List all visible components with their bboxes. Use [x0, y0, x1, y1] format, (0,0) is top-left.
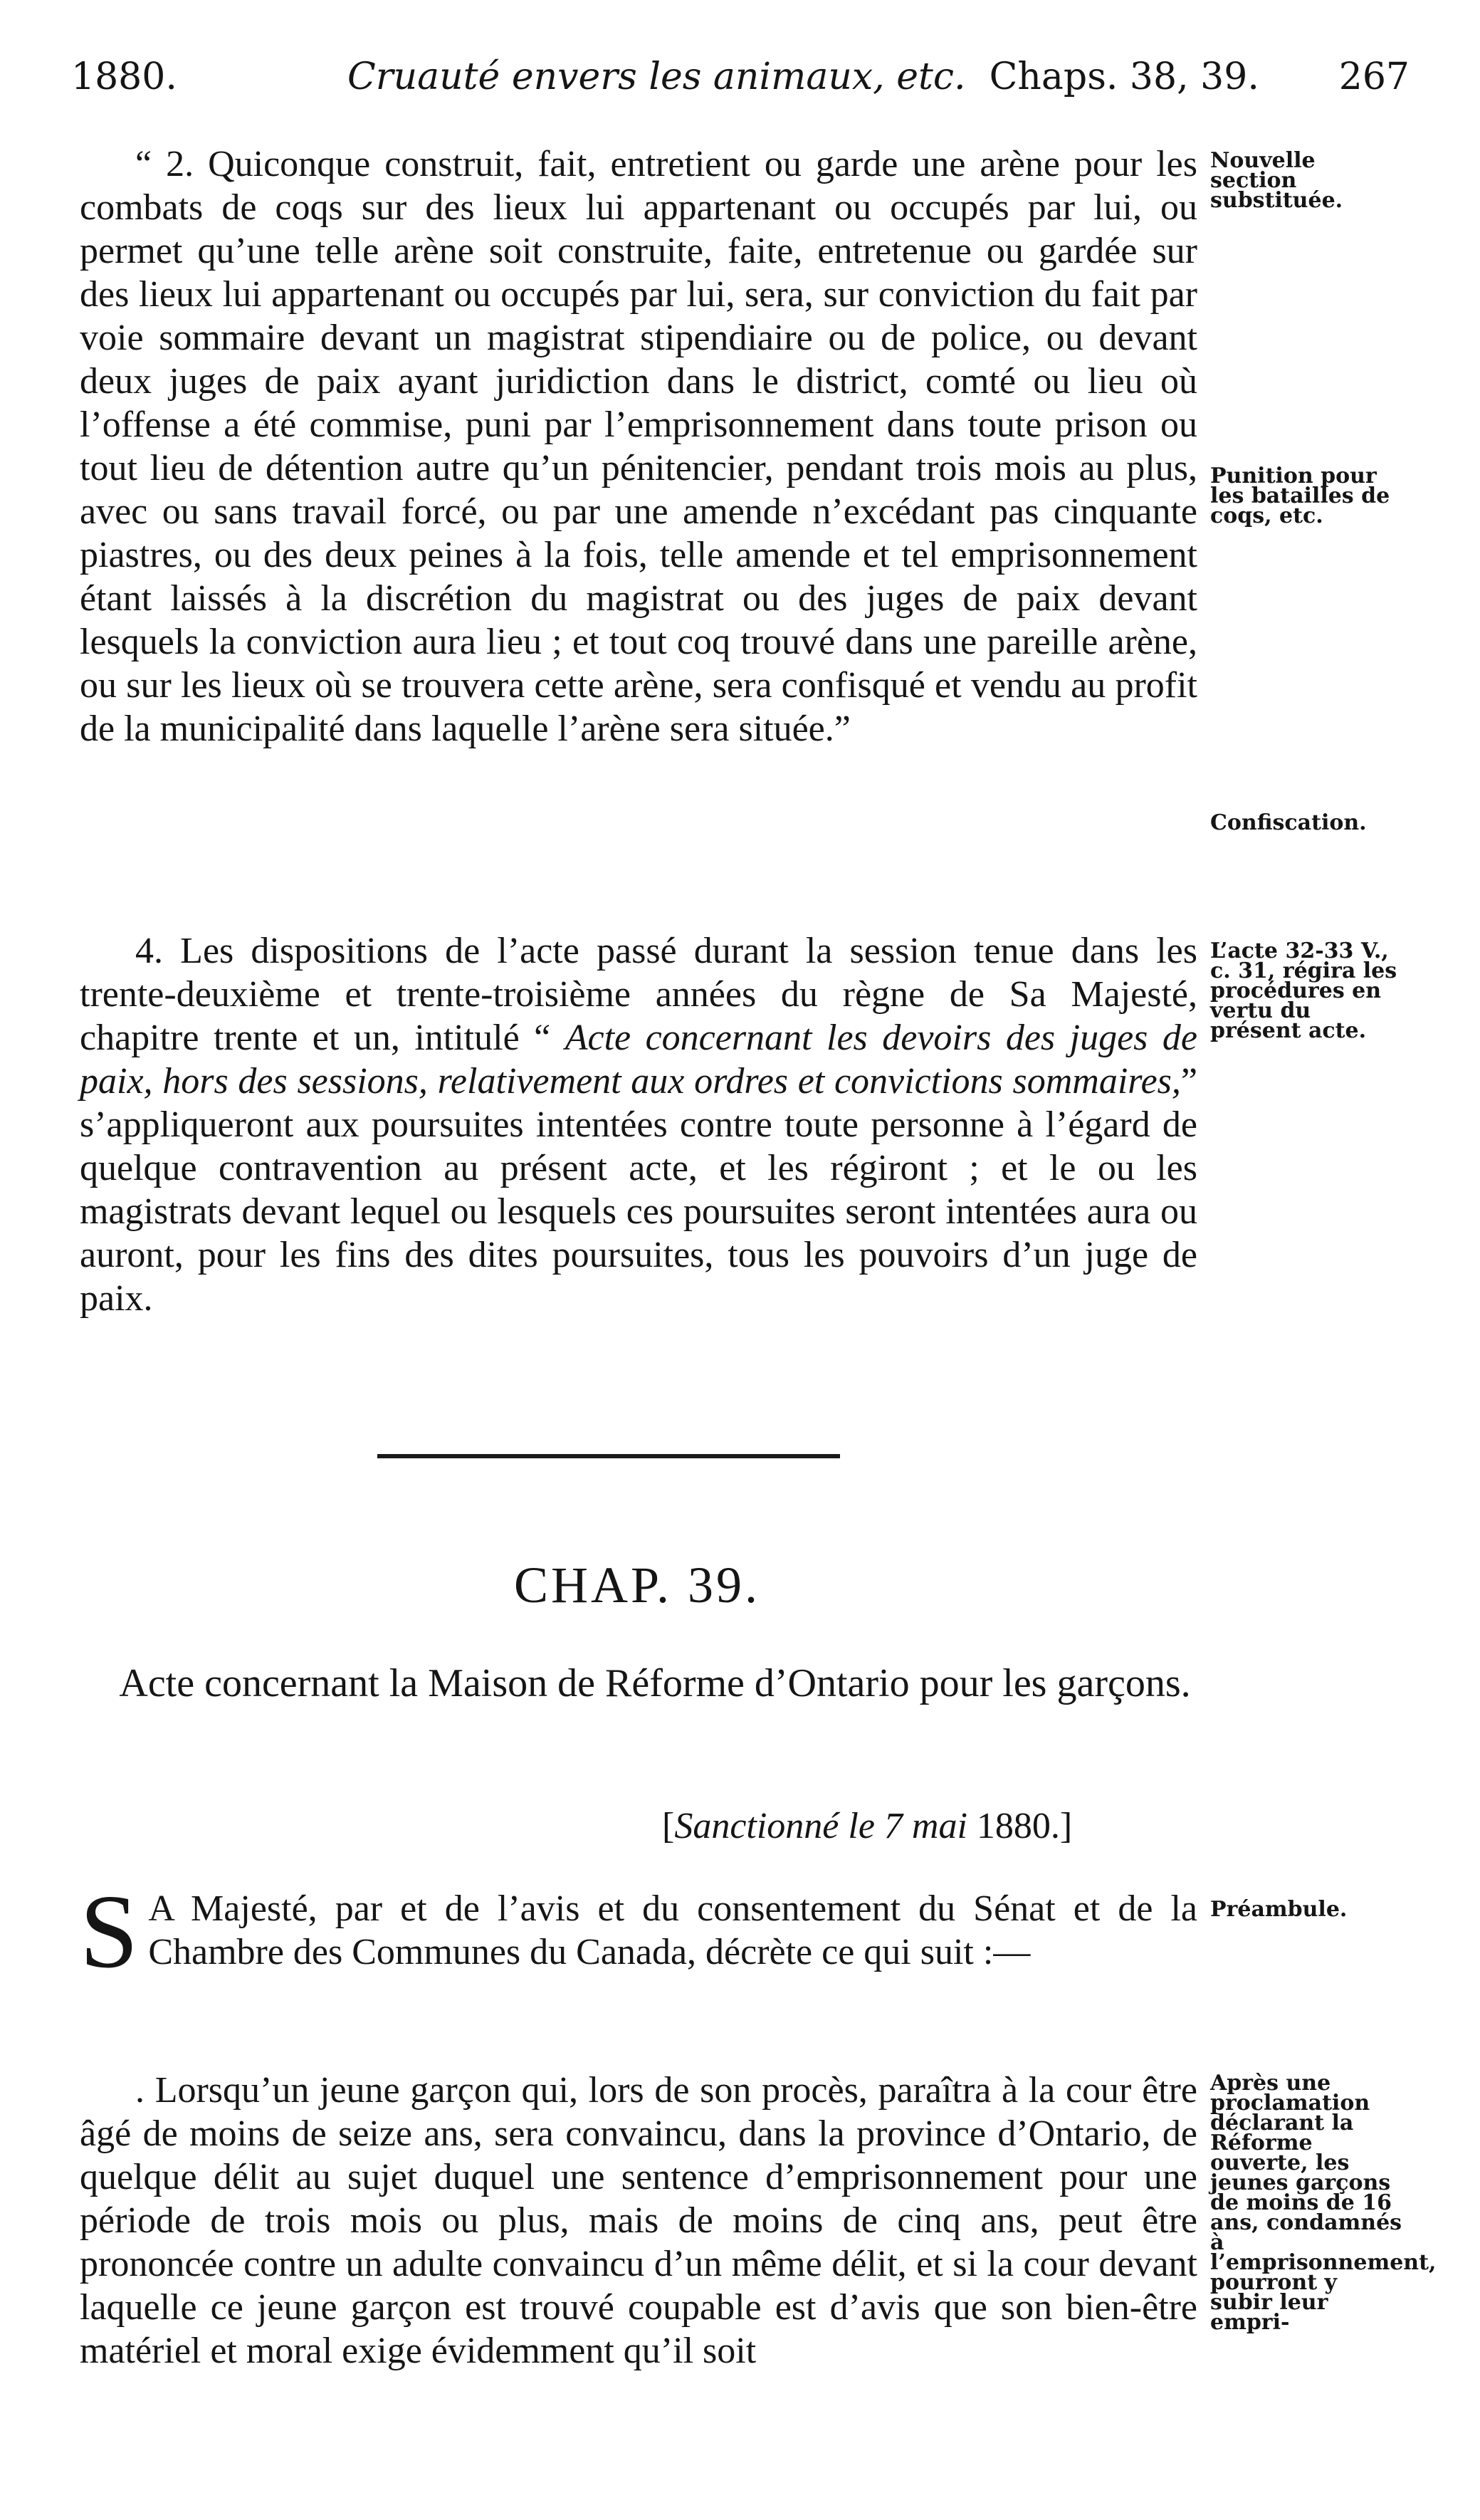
section-4-part1: 4. Les dispositions de l’acte passé durant la session tenue dans les trente-deuxième et trente-troisième années du règne de Sa Majesté, chapitre trente et un, intitulé “: [80, 931, 1197, 1058]
sanction-close: 1880.]: [967, 1806, 1073, 1846]
header-chapters: Chaps. 38, 39.: [989, 56, 1259, 98]
section-1-text: . Lorsqu’un jeune garçon qui, lors de son procès, paraîtra à la cour être âgé de moins de seize ans, sera convaincu, dans la province d’Ontario, de quelque délit au sujet duquel une sentence d’emprisonnement pour une période de trois mois ou plus, mais de moins de cinq ans, peut être prononcée contre un adulte convaincu d’un même délit, et si la cour devant laquelle ce jeune garçon est trouvé coupable est d’avis que son bien-être matériel et moral exige évidemment qu’il soit: [80, 2070, 1197, 2371]
section-divider: [377, 1454, 840, 1458]
header-year: 1880.: [71, 56, 177, 98]
header-running-title: Cruauté envers les animaux, etc.: [347, 56, 966, 98]
act-title: Acte concernant la Maison de Réforme d’Ontario pour les garçons.: [119, 1661, 1191, 1705]
section-1-block: [80, 2069, 1197, 2373]
drop-cap: S: [80, 1873, 139, 1990]
margin-note-nouvelle-section: Nouvelle section substituée.: [1210, 148, 1343, 213]
section-4-block: [80, 929, 1197, 1320]
margin-note-confiscation: Confiscation.: [1210, 810, 1367, 835]
header-title-chapters: [347, 56, 1259, 98]
margin-note-punition: Punition pour les batailles de coqs, etc.: [1210, 464, 1390, 528]
chapter-title: CHAP. 39.: [513, 1557, 761, 1614]
sanction-date: [662, 1805, 1160, 1847]
section-4-act-title: Acte concernant les devoirs des juges de paix, hors des sessions, relativement aux ordres et convictions sommaires,: [80, 1018, 1197, 1102]
header-page-number: 267: [1338, 56, 1410, 98]
section-2-block: [80, 142, 1197, 751]
section-4-part2: ” s’appliqueront aux poursuites intentées contre toute personne à l’égard de quelque contravention au présent acte, et les régiront ; et le ou les magistrats devant lequel ou lesquels ces poursuites seront intentées aura ou auront, pour les fins des dites poursuites, tous les pouvoirs d’un juge de paix.: [80, 1061, 1197, 1319]
preamble-block: [80, 1873, 1197, 1990]
section-2-text: “ 2. Quiconque construit, fait, entretient ou garde une arène pour les combats de coqs sur des lieux lui appartenant ou occupés par lui, ou permet qu’une telle arène soit construite, faite, entretenue ou gardée sur des lieux lui appartenant ou occupés par lui, sera, sur conviction du fait par voie sommaire devant un magistrat stipendiaire ou de police, ou devant deux juges de paix ayant juridiction dans le district, comté ou lieu où l’offense a été commise, puni par l’emprisonnement dans toute prison ou tout lieu de détention autre qu’un pénitencier, pendant trois mois au plus, avec ou sans travail forcé, ou par une amende n’excédant pas cinquante piastres, ou des deux peines à la fois, telle amende et tel emprisonnement étant laissés à la discrétion du magistrat ou des juges de paix devant lesquels la conviction aura lieu ; et tout coq trouvé dans une pareille arène, ou sur les lieux où se trouvera cette arène, sera confisqué et vendu au profit de la municipalité dans laquelle l’arène sera située.”: [80, 144, 1197, 749]
preamble-body: A Majesté, par et de l’avis et du consentement du Sénat et de la Chambre des Communes du Canada, décrète ce qui suit :—: [148, 1888, 1197, 1972]
section-4-text: [80, 929, 1197, 1320]
page-header: [71, 56, 1410, 113]
preamble-text: [80, 1873, 1197, 1990]
margin-note-preambule: Préambule.: [1210, 1897, 1348, 1922]
sanction-italic: Sanctionné le 7 mai: [674, 1806, 967, 1846]
sanction-open: [: [662, 1806, 675, 1846]
margin-note-apres-proclamation: Après une proclamation déclarant la Réforme ouverte, les jeunes garçons de moins de 16 ans, condamnés à l’emprisonnement, pourront y subir leur empri-: [1210, 2071, 1437, 2335]
margin-note-acte-32-33: L’acte 32-33 V., c. 31, régira les procédures en vertu du présent acte.: [1210, 939, 1397, 1043]
